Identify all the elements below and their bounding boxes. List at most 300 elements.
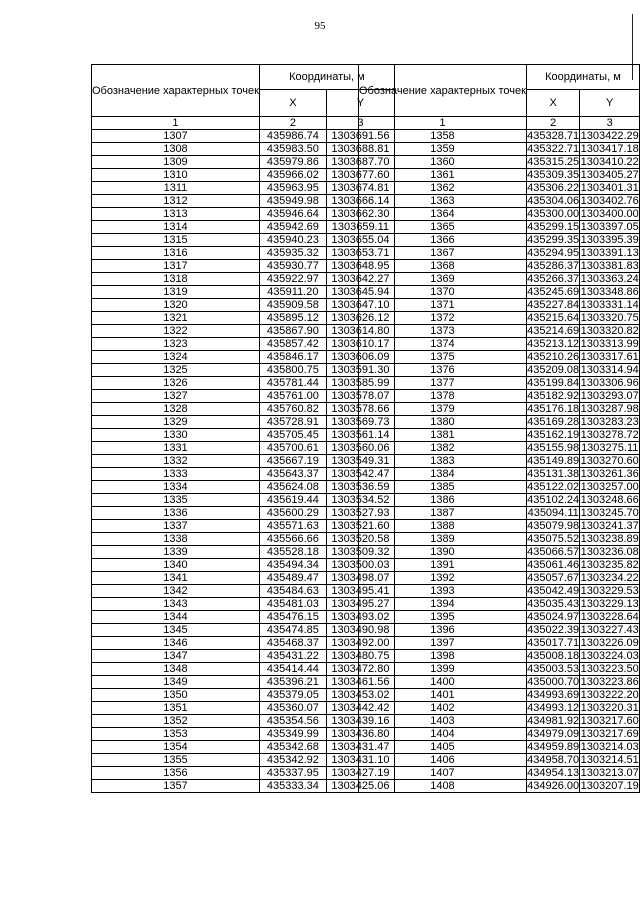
x-coordinate-cell: 435209.08 (527, 364, 580, 376)
point-id-cell: 1366 (359, 234, 527, 247)
point-id-cell: 1337 (92, 520, 260, 533)
x-coordinate-cell: 435379.05 (259, 689, 326, 702)
table-row (92, 416, 395, 429)
table-row (359, 546, 640, 559)
x-coordinate-cell: 435300.00 (527, 208, 580, 220)
table-row (92, 559, 395, 572)
table-row (359, 754, 640, 767)
table-row (359, 351, 640, 364)
x-coordinate-cell: 435213.12 (527, 338, 580, 350)
y-coordinate-cell: 1303490.98 (326, 624, 394, 637)
x-coordinate-cell: 435176.18 (527, 403, 580, 415)
point-id-cell: 1319 (92, 286, 260, 299)
point-id-cell: 1310 (92, 169, 260, 182)
x-coordinate-cell: 435360.07 (259, 702, 326, 715)
table-row (359, 780, 640, 793)
table-row (359, 403, 640, 416)
y-coordinate-cell: 1303283.23 (580, 416, 639, 428)
x-coordinate-cell: 435149.89 (527, 455, 580, 467)
y-coordinate-cell: 1303674.81 (326, 182, 394, 195)
y-coordinate-cell: 1303606.09 (326, 351, 394, 364)
y-coordinate-cell: 1303542.47 (326, 468, 394, 481)
table-row (359, 338, 640, 351)
x-coordinate-cell: 435075.52 (527, 533, 580, 545)
x-coordinate-cell: 435266.37 (527, 273, 580, 285)
point-id-cell: 1314 (92, 221, 260, 234)
table-row (359, 481, 640, 494)
table-row (92, 481, 395, 494)
y-coordinate-cell: 1303397.05 (580, 221, 639, 233)
table-row (92, 650, 395, 663)
point-id-cell: 1320 (92, 299, 260, 312)
coordinates-table-right (358, 64, 640, 793)
y-coordinate-cell: 1303509.32 (326, 546, 394, 559)
y-coordinate-cell: 1303614.80 (326, 325, 394, 338)
point-id-cell: 1336 (92, 507, 260, 520)
table-row (92, 390, 395, 403)
point-id-cell: 1349 (92, 676, 260, 689)
x-coordinate-cell: 435304.06 (527, 195, 580, 207)
x-coordinate-cell: 435476.15 (259, 611, 326, 624)
coordinates-table-left (91, 64, 395, 793)
y-coordinate-cell: 1303245.70 (580, 507, 639, 519)
x-coordinate-cell: 435895.12 (259, 312, 326, 325)
table-row (92, 338, 395, 351)
x-coordinate-cell: 435966.02 (259, 169, 326, 182)
y-coordinate-cell: 1303688.81 (326, 143, 394, 156)
table-row (359, 689, 640, 702)
y-coordinate-cell: 1303648.95 (326, 260, 394, 273)
x-coordinate-cell: 435079.98 (527, 520, 580, 532)
point-id-cell: 1380 (359, 416, 527, 429)
table-row (92, 663, 395, 676)
table-row (92, 351, 395, 364)
table-row (92, 715, 395, 728)
x-coordinate-cell: 435210.26 (527, 351, 580, 363)
table-row (359, 442, 640, 455)
table-row (92, 520, 395, 533)
x-coordinate-cell: 434959.89 (527, 741, 580, 753)
point-id-cell: 1364 (359, 208, 527, 221)
point-id-cell: 1333 (92, 468, 260, 481)
table-row (92, 624, 395, 637)
table-row (359, 208, 640, 221)
y-coordinate-cell: 1303214.03 (580, 741, 639, 753)
table-row (92, 325, 395, 338)
x-coordinate-cell: 435155.98 (527, 442, 580, 454)
point-id-cell: 1373 (359, 325, 527, 338)
point-id-cell: 1372 (359, 312, 527, 325)
point-id-cell: 1408 (359, 780, 527, 793)
y-coordinate-cell: 1303431.47 (326, 741, 394, 754)
table-row (92, 377, 395, 390)
x-coordinate-cell: 435481.03 (259, 598, 326, 611)
x-coordinate-cell: 435705.45 (259, 429, 326, 442)
point-id-cell: 1323 (92, 338, 260, 351)
point-id-cell: 1324 (92, 351, 260, 364)
x-coordinate-cell: 435949.98 (259, 195, 326, 208)
x-coordinate-cell: 435571.63 (259, 520, 326, 533)
table-row (359, 260, 640, 273)
point-id-cell: 1329 (92, 416, 260, 429)
table-row (359, 130, 640, 143)
y-coordinate-cell: 1303653.71 (326, 247, 394, 260)
x-coordinate-cell: 435024.97 (527, 611, 580, 623)
point-id-cell: 1361 (359, 169, 527, 182)
point-id-cell: 1346 (92, 637, 260, 650)
table-row (359, 624, 640, 637)
x-coordinate-cell: 435781.44 (259, 377, 326, 390)
table-row (92, 455, 395, 468)
page-number: 95 (314, 20, 326, 32)
table-row (92, 676, 395, 689)
y-coordinate-cell: 1303235.82 (580, 559, 639, 571)
point-id-cell: 1395 (359, 611, 527, 624)
table-row (92, 273, 395, 286)
table-row (92, 767, 395, 780)
x-coordinate-cell: 435309.35 (527, 169, 580, 181)
x-coordinate-cell: 435306.22 (527, 182, 580, 194)
y-coordinate-cell: 1303222.20 (580, 689, 639, 701)
table-row (359, 234, 640, 247)
y-coordinate-cell: 1303306.96 (580, 377, 639, 389)
table-row (359, 637, 640, 650)
point-id-cell: 1383 (359, 455, 527, 468)
x-coordinate-cell: 435094.11 (527, 507, 579, 519)
x-coordinate-cell: 435042.49 (527, 585, 580, 597)
point-id-cell: 1355 (92, 754, 260, 767)
table-row (359, 416, 640, 429)
x-coordinate-cell: 435061.46 (527, 559, 580, 571)
y-coordinate-cell: 1303677.60 (326, 169, 394, 182)
x-coordinate-cell: 435035.43 (527, 598, 580, 610)
point-id-cell: 1321 (92, 312, 260, 325)
x-coordinate-cell: 435484.63 (259, 585, 326, 598)
point-id-cell: 1354 (92, 741, 260, 754)
x-coordinate-cell: 435846.17 (259, 351, 326, 364)
point-id-cell: 1404 (359, 728, 527, 741)
x-coordinate-cell: 435017.71 (527, 637, 580, 649)
table-row (92, 572, 395, 585)
y-coordinate-cell: 1303217.69 (580, 728, 639, 740)
point-id-cell: 1368 (359, 260, 527, 273)
table-row (359, 143, 640, 156)
table-row (359, 455, 640, 468)
x-coordinate-cell: 435337.95 (259, 767, 326, 780)
x-coordinate-cell: 435800.75 (259, 364, 326, 377)
y-coordinate-cell: 1303275.11 (581, 442, 639, 454)
x-coordinate-cell: 435857.42 (259, 338, 326, 351)
y-coordinate-cell: 1303220.31 (580, 702, 639, 714)
y-coordinate-cell: 1303442.42 (326, 702, 394, 715)
y-header: Y (580, 90, 640, 117)
table-row (92, 494, 395, 507)
y-coordinate-cell: 1303495.27 (326, 598, 394, 611)
point-id-cell: 1382 (359, 442, 527, 455)
y-coordinate-cell: 1303278.72 (580, 429, 639, 441)
point-id-cell: 1326 (92, 377, 260, 390)
table-row (92, 507, 395, 520)
y-coordinate-cell: 1303381.83 (580, 260, 639, 272)
point-id-cell: 1309 (92, 156, 260, 169)
y-coordinate-cell: 1303217.60 (580, 715, 639, 727)
y-coordinate-cell: 1303226.09 (580, 637, 639, 649)
point-id-cell: 1348 (92, 663, 260, 676)
x-coordinate-cell: 435728.91 (259, 416, 326, 429)
table-row (92, 702, 395, 715)
point-id-cell: 1397 (359, 637, 527, 650)
point-id-cell: 1339 (92, 546, 260, 559)
x-coordinate-cell: 435008.18 (527, 650, 580, 662)
y-coordinate-cell: 1303493.02 (326, 611, 394, 624)
table-row (92, 442, 395, 455)
point-id-cell: 1312 (92, 195, 260, 208)
x-coordinate-cell: 435227.84 (527, 299, 580, 311)
table-row (359, 364, 640, 377)
x-coordinate-cell: 435489.47 (259, 572, 326, 585)
x-coordinate-cell: 435299.35 (527, 234, 580, 246)
x-coordinate-cell: 435528.18 (259, 546, 326, 559)
table-row (359, 663, 640, 676)
x-coordinate-cell: 435986.74 (259, 130, 326, 143)
x-coordinate-cell: 435414.44 (259, 663, 326, 676)
table-row (92, 299, 395, 312)
table-row (92, 468, 395, 481)
y-coordinate-cell: 1303229.13 (580, 598, 639, 610)
x-coordinate-cell: 435930.77 (259, 260, 326, 273)
y-coordinate-cell: 1303261.36 (580, 468, 639, 480)
x-coordinate-cell: 435940.23 (259, 234, 326, 247)
x-coordinate-cell: 434993.12 (527, 702, 580, 714)
x-coordinate-cell: 435066.57 (527, 546, 580, 558)
column-number: 2 (526, 117, 580, 130)
x-coordinate-cell: 435911.20 (259, 286, 326, 299)
designation-header: Обозначение характерных точек (359, 65, 527, 117)
point-id-cell: 1390 (359, 546, 527, 559)
x-coordinate-cell: 435022.39 (527, 624, 580, 636)
point-id-cell: 1371 (359, 299, 527, 312)
point-id-cell: 1357 (92, 780, 260, 793)
table-row (92, 403, 395, 416)
y-coordinate-cell: 1303317.61 (580, 351, 639, 363)
x-coordinate-cell: 435162.19 (527, 429, 580, 441)
x-coordinate-cell: 435494.34 (259, 559, 326, 572)
y-coordinate-cell: 1303320.82 (580, 325, 639, 337)
point-id-cell: 1407 (359, 767, 527, 780)
point-id-cell: 1347 (92, 650, 260, 663)
table-row (359, 390, 640, 403)
table-row (359, 325, 640, 338)
table-row (359, 650, 640, 663)
table-row (92, 780, 395, 793)
x-coordinate-cell: 435215.64 (527, 312, 580, 324)
table-row (359, 533, 640, 546)
table-row (92, 169, 395, 182)
y-coordinate-cell: 1303578.66 (326, 403, 394, 416)
point-id-cell: 1381 (359, 429, 527, 442)
y-coordinate-cell: 1303227.43 (580, 624, 639, 636)
x-coordinate-cell: 435867.90 (259, 325, 326, 338)
point-id-cell: 1342 (92, 585, 260, 598)
table-row (92, 689, 395, 702)
y-coordinate-cell: 1303270.60 (580, 455, 639, 467)
x-coordinate-cell: 435131.38 (527, 468, 580, 480)
column-number: 2 (259, 117, 326, 130)
table-row (92, 221, 395, 234)
point-id-cell: 1403 (359, 715, 527, 728)
table-row (92, 598, 395, 611)
table-row (92, 260, 395, 273)
point-id-cell: 1387 (359, 507, 527, 520)
y-coordinate-cell: 1303498.07 (326, 572, 394, 585)
point-id-cell: 1401 (359, 689, 527, 702)
x-coordinate-cell: 435182.92 (527, 390, 580, 402)
x-coordinate-cell: 434981.92 (527, 715, 580, 727)
point-id-cell: 1307 (92, 130, 260, 143)
y-coordinate-cell: 1303492.00 (326, 637, 394, 650)
y-coordinate-cell: 1303578.07 (326, 390, 394, 403)
table-row (359, 273, 640, 286)
column-number: 1 (359, 117, 527, 130)
point-id-cell: 1350 (92, 689, 260, 702)
y-coordinate-cell: 1303647.10 (326, 299, 394, 312)
point-id-cell: 1399 (359, 663, 527, 676)
x-coordinate-cell: 435909.58 (259, 299, 326, 312)
y-coordinate-cell: 1303645.94 (326, 286, 394, 299)
y-coordinate-cell: 1303569.73 (326, 416, 394, 429)
table-row (359, 221, 640, 234)
point-id-cell: 1400 (359, 676, 527, 689)
point-id-cell: 1315 (92, 234, 260, 247)
x-coordinate-cell: 435624.08 (259, 481, 326, 494)
y-coordinate-cell: 1303223.50 (580, 663, 639, 675)
y-coordinate-cell: 1303410.22 (580, 156, 639, 168)
point-id-cell: 1367 (359, 247, 527, 260)
x-coordinate-cell: 435600.29 (259, 507, 326, 520)
point-id-cell: 1338 (92, 533, 260, 546)
point-id-cell: 1353 (92, 728, 260, 741)
table-row (359, 520, 640, 533)
y-coordinate-cell: 1303402.76 (580, 195, 639, 207)
y-coordinate-cell: 1303642.27 (326, 273, 394, 286)
y-coordinate-cell: 1303214.51 (580, 754, 639, 766)
table-row (92, 637, 395, 650)
designation-header: Обозначение характерных точек (92, 65, 260, 117)
table-row (359, 767, 640, 780)
x-coordinate-cell: 434993.69 (527, 689, 580, 701)
table-row (359, 611, 640, 624)
table-row (359, 572, 640, 585)
point-id-cell: 1375 (359, 351, 527, 364)
x-coordinate-cell: 435245.69 (527, 286, 580, 298)
y-coordinate-cell: 1303405.27 (580, 169, 639, 181)
point-id-cell: 1341 (92, 572, 260, 585)
x-coordinate-cell: 434979.09 (527, 728, 580, 740)
x-coordinate-cell: 434926.00 (527, 780, 580, 792)
table-row (92, 533, 395, 546)
point-id-cell: 1316 (92, 247, 260, 260)
x-coordinate-cell: 435333.34 (259, 780, 326, 793)
x-coordinate-cell: 435102.24 (527, 494, 580, 506)
x-coordinate-cell: 435468.37 (259, 637, 326, 650)
point-id-cell: 1363 (359, 195, 527, 208)
table-row (359, 702, 640, 715)
point-id-cell: 1379 (359, 403, 527, 416)
y-coordinate-cell: 1303534.52 (326, 494, 394, 507)
y-coordinate-cell: 1303223.86 (580, 676, 639, 688)
point-id-cell: 1370 (359, 286, 527, 299)
y-coordinate-cell: 1303248.66 (580, 494, 639, 506)
x-coordinate-cell: 435667.19 (259, 455, 326, 468)
y-coordinate-cell: 1303687.70 (326, 156, 394, 169)
y-coordinate-cell: 1303348.86 (580, 286, 639, 298)
table-row (92, 143, 395, 156)
y-coordinate-cell: 1303626.12 (326, 312, 394, 325)
point-id-cell: 1376 (359, 364, 527, 377)
point-id-cell: 1340 (92, 559, 260, 572)
point-id-cell: 1405 (359, 741, 527, 754)
table-row (359, 286, 640, 299)
table-row (359, 377, 640, 390)
point-id-cell: 1358 (359, 130, 527, 143)
column-number: 3 (326, 117, 394, 130)
x-coordinate-cell: 435328.71 (527, 130, 580, 142)
y-coordinate-cell: 1303293.07 (580, 390, 639, 402)
point-id-cell: 1391 (359, 559, 527, 572)
point-id-cell: 1378 (359, 390, 527, 403)
table-row (359, 156, 640, 169)
point-id-cell: 1328 (92, 403, 260, 416)
coordinates-header: Координаты, м (259, 65, 394, 90)
y-coordinate-cell: 1303659.11 (326, 221, 394, 234)
y-coordinate-cell: 1303331.14 (580, 299, 639, 311)
point-id-cell: 1386 (359, 494, 527, 507)
y-coordinate-cell: 1303207.19 (580, 780, 639, 792)
x-coordinate-cell: 435761.00 (259, 390, 326, 403)
table-row (92, 611, 395, 624)
x-coordinate-cell: 435286.37 (527, 260, 580, 272)
point-id-cell: 1313 (92, 208, 260, 221)
x-coordinate-cell: 435935.32 (259, 247, 326, 260)
table-row (92, 195, 395, 208)
y-coordinate-cell: 1303549.31 (326, 455, 394, 468)
x-coordinate-cell: 434954.13 (527, 767, 580, 779)
point-id-cell: 1308 (92, 143, 260, 156)
table-row (92, 208, 395, 221)
x-coordinate-cell: 435122.02 (527, 481, 580, 493)
x-header: X (526, 90, 580, 117)
point-id-cell: 1402 (359, 702, 527, 715)
table-row (359, 299, 640, 312)
x-coordinate-cell: 435396.21 (259, 676, 326, 689)
y-coordinate-cell: 1303480.75 (326, 650, 394, 663)
table-row (92, 754, 395, 767)
coordinates-header: Координаты, м (526, 65, 639, 90)
y-coordinate-cell: 1303213.07 (580, 767, 639, 779)
table-row (359, 585, 640, 598)
y-coordinate-cell: 1303313.99 (580, 338, 639, 350)
y-coordinate-cell: 1303536.59 (326, 481, 394, 494)
point-id-cell: 1325 (92, 364, 260, 377)
table-row (359, 312, 640, 325)
y-coordinate-cell: 1303241.37 (580, 520, 639, 532)
x-coordinate-cell: 435431.22 (259, 650, 326, 663)
x-coordinate-cell: 435294.95 (527, 247, 580, 259)
column-number: 1 (92, 117, 260, 130)
table-row (92, 234, 395, 247)
y-coordinate-cell: 1303427.19 (326, 767, 394, 780)
y-coordinate-cell: 1303520.58 (326, 533, 394, 546)
